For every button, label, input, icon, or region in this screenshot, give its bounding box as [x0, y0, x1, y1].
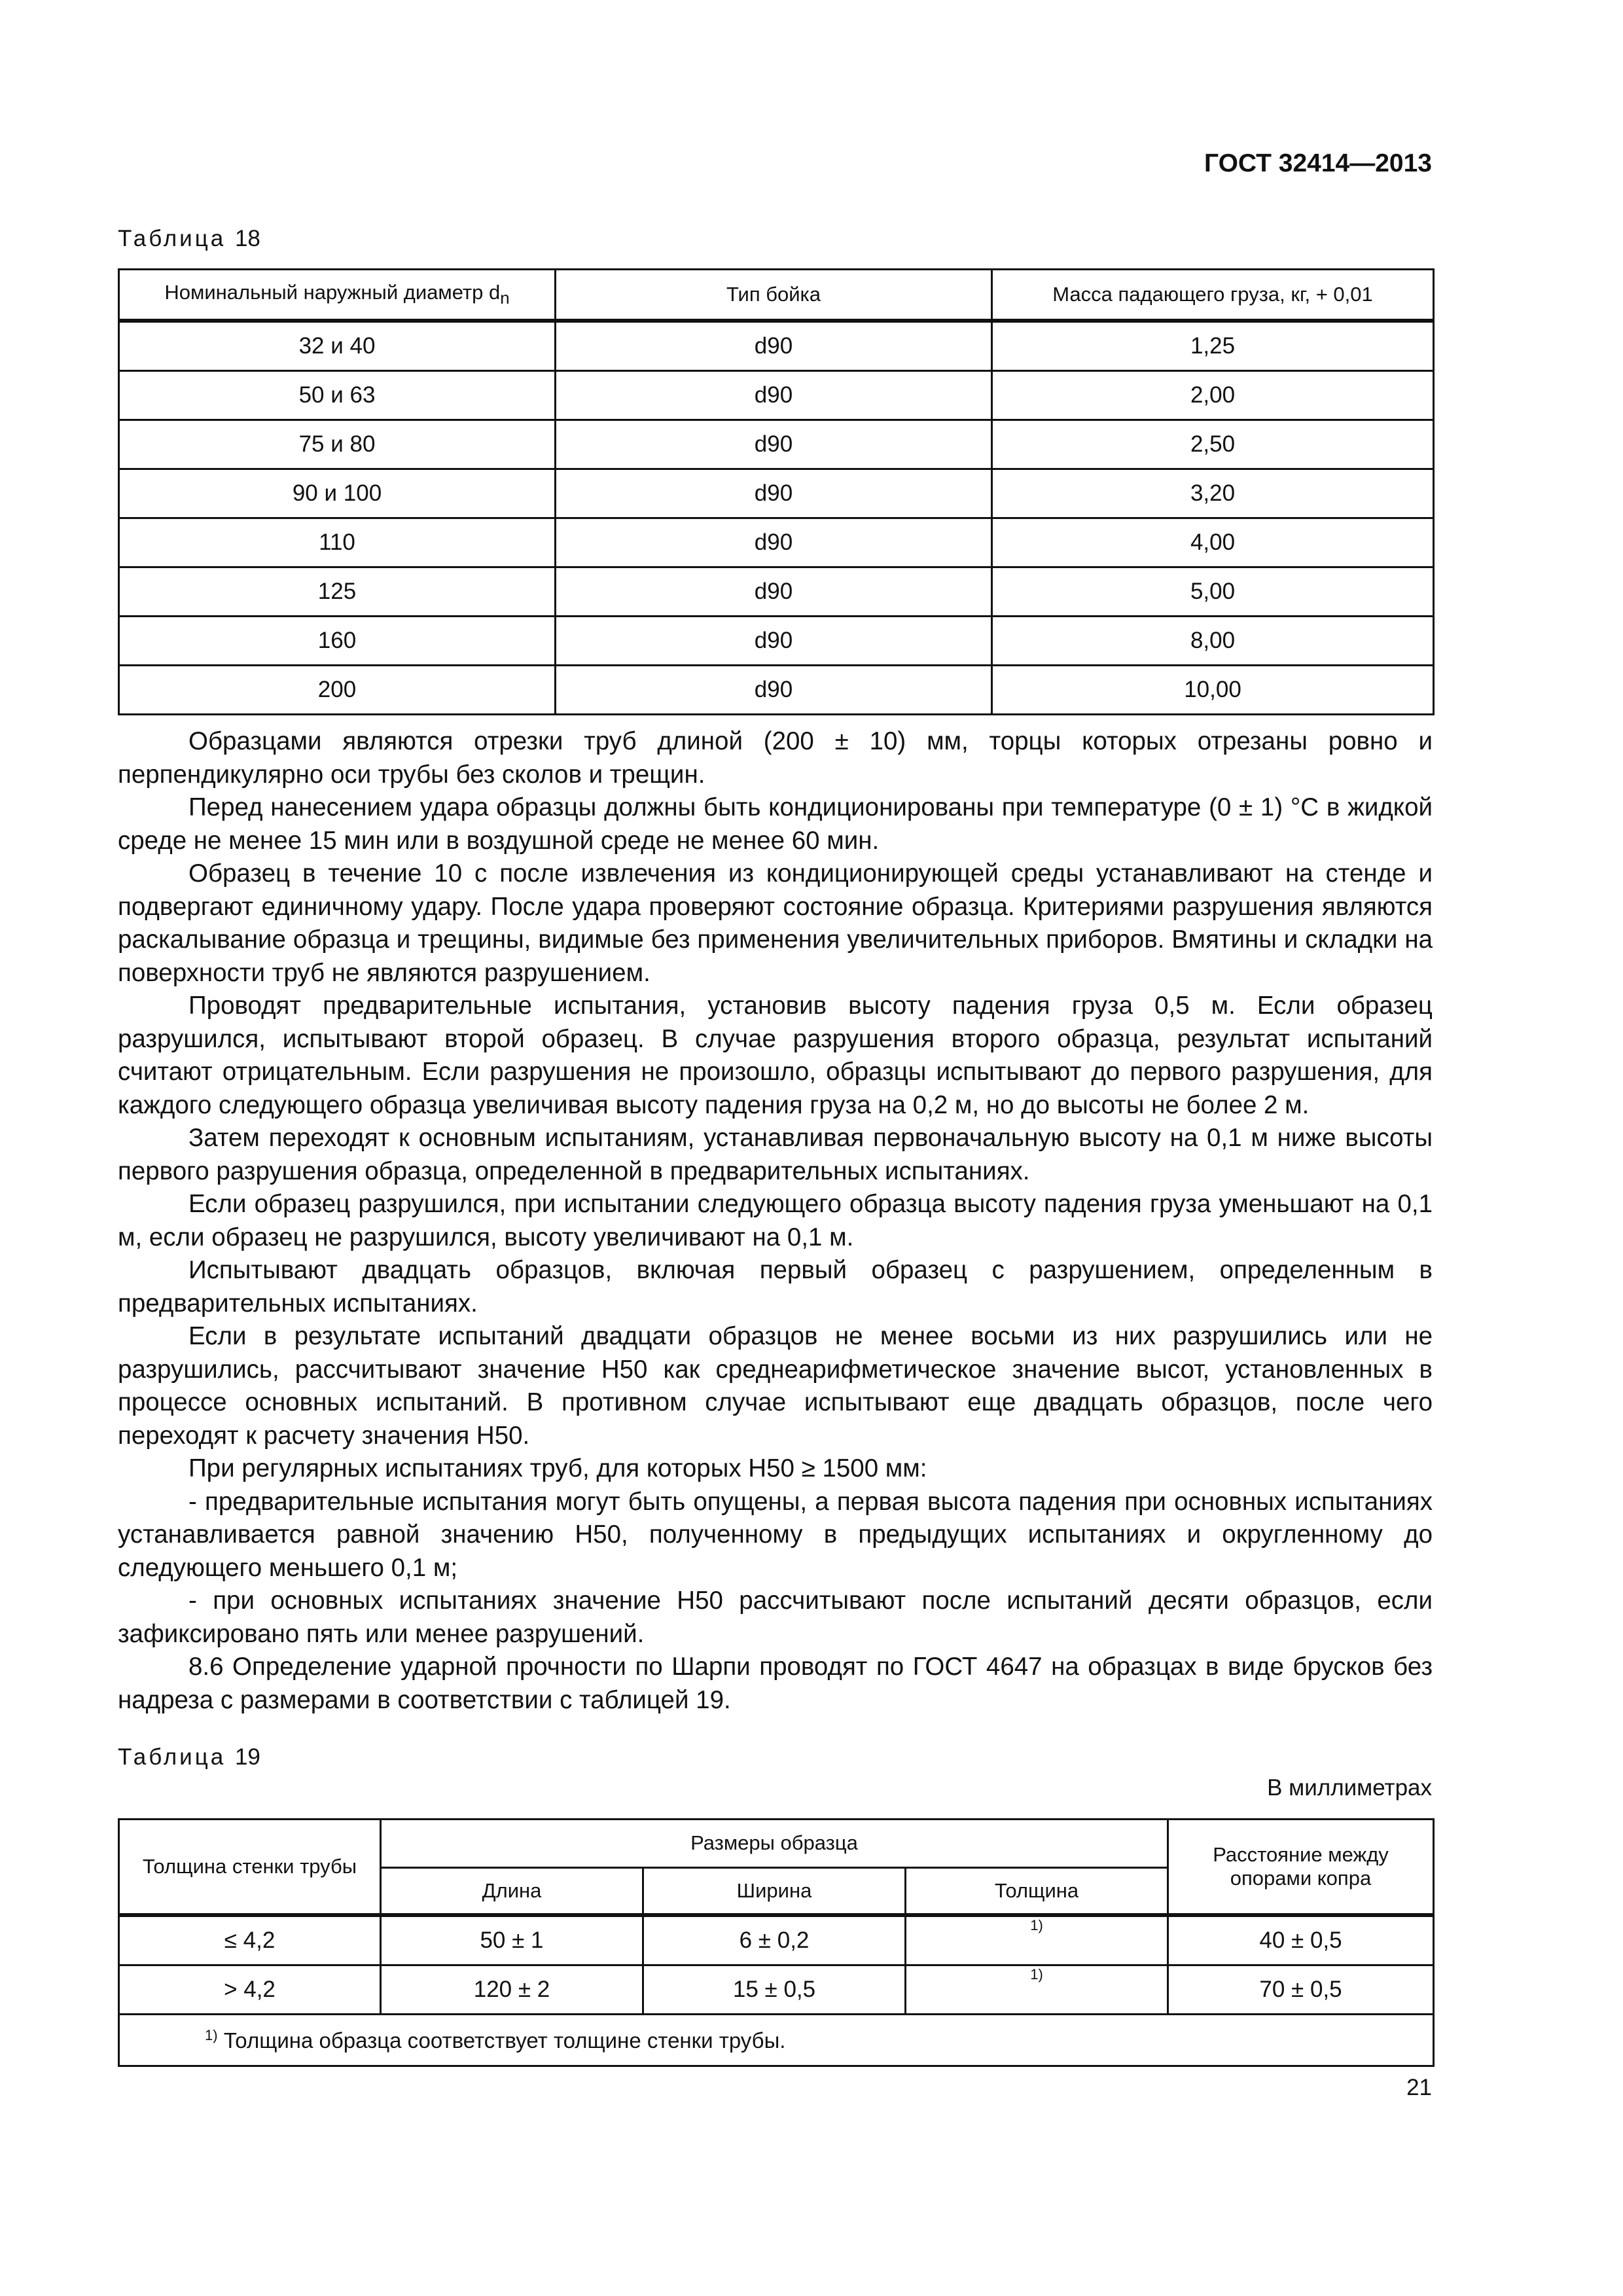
column-header-striker-type: Тип бойка [556, 270, 992, 321]
column-header-support-distance: Расстояние между опорами копра [1168, 1820, 1434, 1916]
table-cell: 10,00 [992, 666, 1434, 715]
paragraph: - при основных испытаниях значение H50 рассчитывают после испытаний десяти образцов, если зафиксировано пять или менее разрушений. [118, 1587, 1433, 1648]
table-cell: 15 ± 0,5 [643, 1965, 906, 2015]
table-cell: 3,20 [992, 469, 1434, 518]
table-cell: d90 [556, 518, 992, 567]
table-cell: 2,00 [992, 371, 1434, 420]
column-header-thickness: Толщина [906, 1867, 1168, 1915]
table-footnote-row [119, 2015, 1434, 2066]
table-row [119, 567, 1434, 617]
paragraph: Затем переходят к основным испытаниям, устанавливая первоначальную высоту на 0,1 м ниже высоты первого разрушения образца, определенной в предварительных испытаниях. [118, 1124, 1433, 1185]
paragraph: Проводят предварительные испытания, установив высоту падения груза 0,5 м. Если образец разрушился, испытывают второй образец. В случае разрушения второго образца, результат испытаний считают отрицательным. Если разрушения не произошло, образцы испытывают до первого разрушения, для каждого следующего образца увеличивая высоту падения груза на 0,2 м, но до высоты не более 2 м. [118, 992, 1433, 1119]
table-row [119, 469, 1434, 518]
table-cell: 40 ± 0,5 [1168, 1915, 1434, 1965]
paragraph: Перед нанесением удара образцы должны быть кондиционированы при температуре (0 ± 1) °C в жидкой среде не менее 15 мин или в воздушной среде не менее 60 мин. [118, 793, 1433, 855]
table-19-caption-number: 19 [234, 1744, 260, 1770]
table-row [119, 617, 1434, 666]
table-cell: 32 и 40 [119, 321, 556, 371]
table-cell: 50 и 63 [119, 371, 556, 420]
table-18 [118, 268, 1435, 715]
table-cell: 90 и 100 [119, 469, 556, 518]
column-header-diameter [119, 270, 556, 321]
table-row [119, 666, 1434, 715]
table-18-caption-word: Таблица [118, 226, 226, 251]
table-cell: 125 [119, 567, 556, 617]
table-row [119, 420, 1434, 469]
table-cell: d90 [556, 469, 992, 518]
table-cell: 1,25 [992, 321, 1434, 371]
table-cell: d90 [556, 321, 992, 371]
table-cell: 6 ± 0,2 [643, 1915, 906, 1965]
table-cell: 4,00 [992, 518, 1434, 567]
table-cell: 120 ± 2 [381, 1965, 643, 2015]
table-18-caption [118, 226, 260, 252]
table-header-row [119, 1820, 1434, 1868]
column-header-length: Длина [381, 1867, 643, 1915]
table-18-caption-number: 18 [234, 226, 260, 251]
paragraph: Образец в течение 10 с после извлечения из кондиционирующей среды устанавливают на стенде и подвергают единичному удару. После удара проверяют состояние образца. Критериями разрушения являются раскалывание образца и трещины, видимые без применения увеличительных приборов. Вмятины и складки на поверхности труб не являются разрушением. [118, 859, 1433, 987]
table-cell: d90 [556, 617, 992, 666]
column-header-width: Ширина [643, 1867, 906, 1915]
footnote-reference: 1) [1030, 1966, 1043, 1982]
table-cell: 50 ± 1 [381, 1915, 643, 1965]
table-cell: d90 [556, 666, 992, 715]
paragraph: 8.6 Определение ударной прочности по Шарпи проводят по ГОСТ 4647 на образцах в виде брусков без надреза с размерами в соответствии с таблицей 19. [118, 1653, 1433, 1714]
paragraph: Испытывают двадцать образцов, включая первый образец с разрушением, определенным в предварительных испытаниях. [118, 1256, 1433, 1318]
table-cell: 160 [119, 617, 556, 666]
paragraph: Если в результате испытаний двадцати образцов не менее восьми из них разрушились или не разрушились, рассчитывают значение H50 как среднеарифметическое значение высот, установленных в процессе основных испытаний. В противном случае испытывают еще двадцать образцов, после чего переходят к расчету значения H50. [118, 1322, 1433, 1450]
table-19 [118, 1818, 1435, 2067]
document-id: ГОСТ 32414—2013 [1204, 149, 1432, 177]
table-cell: 2,50 [992, 420, 1434, 469]
body-text [118, 725, 1433, 1717]
footnote-reference: 1) [1030, 1917, 1043, 1933]
table-cell [906, 1915, 1168, 1965]
page-number: 21 [1406, 2075, 1432, 2100]
table-footnote [119, 2015, 1434, 2066]
table-row [119, 371, 1434, 420]
table-row [119, 1965, 1434, 2015]
column-header-diameter-text: Номинальный наружный диаметр d [164, 280, 501, 304]
table-cell: d90 [556, 567, 992, 617]
column-header-wall-thickness: Толщина стенки трубы [119, 1820, 381, 1916]
column-header-sample-dimensions: Размеры образца [381, 1820, 1168, 1868]
table-cell: > 4,2 [119, 1965, 381, 2015]
footnote-text: Толщина образца соответствует толщине стенки трубы. [217, 2028, 786, 2053]
paragraph: Образцами являются отрезки труб длиной (200 ± 10) мм, торцы которых отрезаны ровно и перпендикулярно оси трубы без сколов и трещин. [118, 727, 1433, 789]
table-cell: 8,00 [992, 617, 1434, 666]
column-header-mass: Масса падающего груза, кг, + 0,01 [992, 270, 1434, 321]
table-cell: 200 [119, 666, 556, 715]
table-cell: ≤ 4,2 [119, 1915, 381, 1965]
table-row [119, 321, 1434, 371]
table-cell: 70 ± 0,5 [1168, 1965, 1434, 2015]
column-header-diameter-subscript: n [500, 289, 510, 308]
table-cell: d90 [556, 420, 992, 469]
footnote-mark: 1) [205, 2027, 218, 2043]
paragraph: Если образец разрушился, при испытании следующего образца высоту падения груза уменьшают на 0,1 м, если образец не разрушился, высоту увеличивают на 0,1 м. [118, 1190, 1433, 1251]
table-cell [906, 1965, 1168, 2015]
units-note: В миллиметрах [1267, 1775, 1432, 1801]
table-19-caption-word: Таблица [118, 1744, 226, 1770]
table-cell: 5,00 [992, 567, 1434, 617]
table-cell: d90 [556, 371, 992, 420]
table-row [119, 518, 1434, 567]
table-row [119, 1915, 1434, 1965]
paragraph: - предварительные испытания могут быть опущены, а первая высота падения при основных испытаниях устанавливается равной значению H50, полученному в предыдущих испытаниях и округленному до следующего меньшего 0,1 м; [118, 1487, 1433, 1582]
table-cell: 75 и 80 [119, 420, 556, 469]
paragraph: При регулярных испытаниях труб, для которых H50 ≥ 1500 мм: [188, 1454, 927, 1482]
table-19-caption [118, 1744, 260, 1770]
table-header-row [119, 270, 1434, 321]
table-cell: 110 [119, 518, 556, 567]
